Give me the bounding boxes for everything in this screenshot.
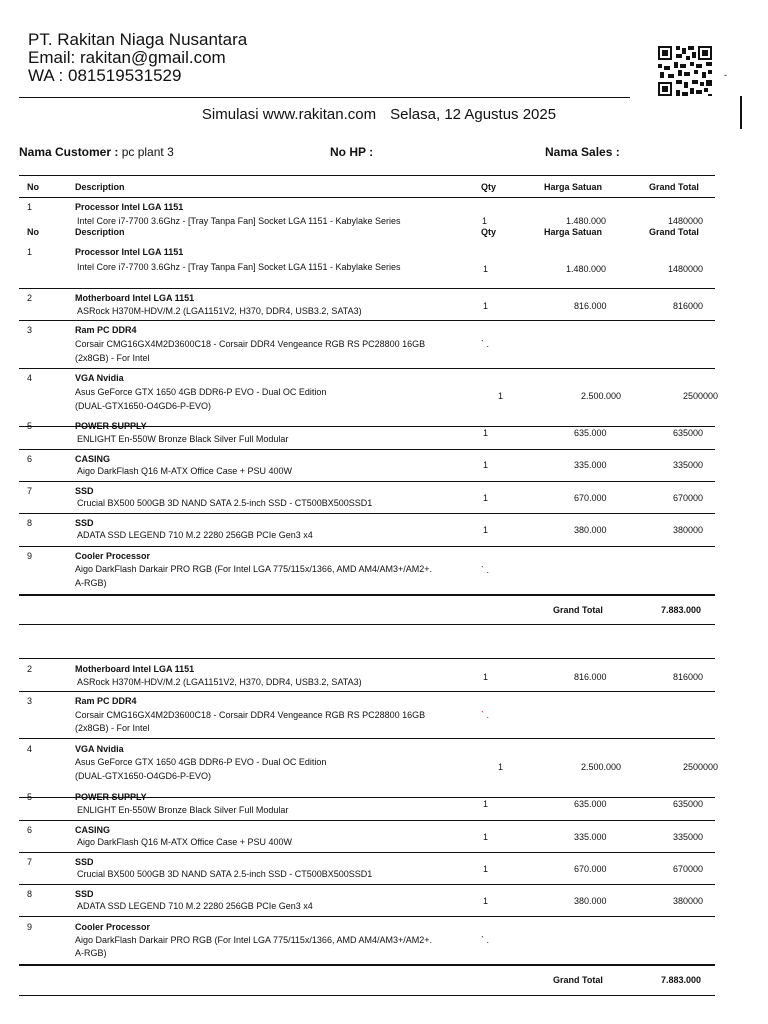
company-wa: WA : 081519531529 (28, 66, 182, 85)
customer-label: Nama Customer : (19, 145, 119, 159)
row-9-sub2: A-RGB) (75, 578, 107, 588)
p2-row-2-no: 2 (27, 664, 33, 674)
p2-row-7-title: SSD (75, 857, 94, 867)
row-2-total: 816000 (673, 301, 704, 311)
p2-row-7-rule (19, 884, 715, 885)
p2-row-3-sub: Corsair CMG16GX4M2D3600C18 - Corsair DDR4 Vengeance RGB RS PC28800 16GB (75, 710, 426, 720)
row-8-rule (19, 546, 715, 547)
row-4-qty: 1 (498, 391, 504, 401)
p2-row-4-title: VGA Nvidia (75, 744, 124, 754)
sales-field (545, 145, 620, 159)
row-1-price: 1.480.000 (566, 264, 607, 274)
row-5-no: 5 (27, 421, 33, 431)
col-description-header: Description (75, 182, 125, 192)
row-8-price: 380.000 (574, 525, 607, 535)
simulation-date: Selasa, 12 Agustus 2025 (390, 106, 557, 123)
p2-row-3-qty: ` . (481, 710, 489, 720)
company-name: PT. Rakitan Niaga Nusantara (28, 30, 248, 49)
p2-row-3-no: 3 (27, 696, 33, 706)
grand-total-label: Grand Total (553, 605, 603, 615)
p2-row-8-no: 8 (27, 889, 33, 899)
simulation-line (0, 106, 768, 123)
row-6-qty: 1 (483, 460, 489, 470)
table-top-rule (19, 175, 715, 176)
customer-field (19, 145, 174, 159)
p2-row-9-no: 9 (27, 922, 33, 932)
grand-total-value: 7.883.000 (661, 605, 702, 615)
row-8-no: 8 (27, 518, 33, 528)
company-email: Email: rakitan@gmail.com (28, 48, 226, 67)
phone-field (330, 145, 373, 159)
p2-grand-total-rule (19, 995, 715, 996)
row-8-qty: 1 (483, 525, 489, 535)
p2-row-5-qty: 1 (483, 799, 489, 809)
row-2-rule (19, 320, 715, 321)
p2-row-5-title: POWER SUPPLY (75, 792, 147, 802)
p2-row-8-total: 380000 (673, 896, 704, 906)
overlap-row-price: 1.480.000 (566, 216, 607, 226)
p2-row-8-title: SSD (75, 889, 94, 899)
row-1-qty: 1 (483, 264, 489, 274)
company-header (28, 31, 247, 85)
p2-row-5-sub: ENLIGHT En-550W Bronze Black Silver Full Modular (77, 805, 289, 815)
p2-row-2-title: Motherboard Intel LGA 1151 (75, 664, 195, 674)
p2-row-4-sub2: (DUAL-GTX1650-O4GD6-P-EVO) (75, 771, 212, 781)
p2-row-6-title: CASING (75, 825, 111, 835)
row-5-sub: ENLIGHT En-550W Bronze Black Silver Full Modular (77, 434, 289, 444)
overlap-row-sub: Intel Core i7-7700 3.6Ghz - [Tray Tanpa Fan] Socket LGA 1151 - Kabylake Series (77, 216, 401, 226)
p2-row-2-total: 816000 (673, 672, 704, 682)
repeat-no-header: No (27, 227, 39, 237)
row-7-qty: 1 (483, 493, 489, 503)
col-price-header: Harga Satuan (544, 182, 603, 192)
col-total-header: Grand Total (649, 182, 699, 192)
row-3-rule (19, 368, 715, 369)
p2-grand-total-label: Grand Total (553, 975, 603, 985)
overlap-row-qty: 1 (482, 216, 488, 226)
row-3-title: Ram PC DDR4 (75, 325, 137, 335)
row-6-rule (19, 481, 715, 482)
p2-row-5-rule (19, 820, 715, 821)
p2-row-6-sub: Aigo DarkFlash Q16 M-ATX Office Case + PSU 400W (77, 837, 292, 847)
p2-row-7-qty: 1 (483, 864, 489, 874)
p2-row-3-sub2: (2x8GB) - For Intel (75, 723, 150, 733)
p2-row-4-no: 4 (27, 744, 33, 754)
row-7-sub: Crucial BX500 500GB 3D NAND SATA 2.5-inch SSD - CT500BX500SSD1 (77, 498, 373, 508)
row-5-title: POWER SUPPLY (75, 421, 147, 431)
row-1-total: 1480000 (668, 264, 704, 274)
qr-code-icon (656, 44, 714, 98)
p2-row-5-no: 5 (27, 792, 33, 802)
repeat-price-header: Harga Satuan (544, 227, 603, 237)
p2-row-7-sub: Crucial BX500 500GB 3D NAND SATA 2.5-inch SSD - CT500BX500SSD1 (77, 869, 373, 879)
p2-grand-total-value: 7.883.000 (661, 975, 702, 985)
row-8-sub: ADATA SSD LEGEND 710 M.2 2280 256GB PCIe Gen3 x4 (77, 530, 313, 540)
header-divider (19, 97, 630, 98)
p2-row-6-total: 335000 (673, 832, 704, 842)
row-4-total: 2500000 (683, 391, 719, 401)
row-7-rule (19, 513, 715, 514)
p2-row-9-qty: ` . (481, 935, 489, 945)
row-3-no: 3 (27, 325, 33, 335)
overlap-row-no: 1 (27, 202, 33, 212)
row-9-no: 9 (27, 551, 33, 561)
row-6-total: 335000 (673, 460, 704, 470)
overlap-row-total: 1480000 (668, 216, 704, 226)
p2-row-7-price: 670.000 (574, 864, 607, 874)
overlap-row-title: Processor Intel LGA 1151 (75, 202, 184, 212)
row-9-qty: ` . (481, 565, 489, 575)
p2-row-2-qty: 1 (483, 672, 489, 682)
row-6-price: 335.000 (574, 460, 607, 470)
row-1-title: Processor Intel LGA 1151 (75, 247, 184, 257)
row-4-sub: Asus GeForce GTX 1650 4GB DDR6-P EVO - Dual OC Edition (75, 387, 327, 397)
p2-row-2-rule (19, 691, 715, 692)
p2-row-8-qty: 1 (483, 896, 489, 906)
p2-row-2-price: 816.000 (574, 672, 607, 682)
p2-row-4-sub: Asus GeForce GTX 1650 4GB DDR6-P EVO - Dual OC Edition (75, 757, 327, 767)
row-2-title: Motherboard Intel LGA 1151 (75, 293, 195, 303)
row-2-qty: 1 (483, 301, 489, 311)
row-5-price: 635.000 (574, 428, 607, 438)
customer-value: pc plant 3 (121, 145, 174, 159)
p2-table-bottom-rule (19, 964, 715, 966)
row-4-title: VGA Nvidia (75, 373, 124, 383)
p2-row-4-qty: 1 (498, 762, 504, 772)
p2-row-3-rule (19, 738, 715, 739)
row-4-no: 4 (27, 373, 33, 383)
row-6-no: 6 (27, 454, 33, 464)
p2-row-6-price: 335.000 (574, 832, 607, 842)
p2-row-5-total: 635000 (673, 799, 704, 809)
row-9-title: Cooler Processor (75, 551, 151, 561)
row-9-sub: Aigo DarkFlash Darkair PRO RGB (For Intel LGA 775/115x/1366, AMD AM4/AM3+/AM2+. (75, 564, 432, 574)
p2-row-8-sub: ADATA SSD LEGEND 710 M.2 2280 256GB PCIe Gen3 x4 (77, 901, 313, 911)
row-7-no: 7 (27, 486, 33, 496)
repeat-description-header: Description (75, 227, 125, 237)
p2-row-7-total: 670000 (673, 864, 704, 874)
page2-top-rule (19, 658, 715, 659)
row-3-qty: ` . (481, 339, 489, 349)
row-7-title: SSD (75, 486, 94, 496)
p2-row-4-total: 2500000 (683, 762, 719, 772)
p2-row-6-qty: 1 (483, 832, 489, 842)
p2-row-6-rule (19, 852, 715, 853)
p2-row-8-price: 380.000 (574, 896, 607, 906)
p2-row-9-title: Cooler Processor (75, 922, 151, 932)
row-5-rule (19, 449, 715, 450)
row-1-sub: Intel Core i7-7700 3.6Ghz - [Tray Tanpa Fan] Socket LGA 1151 - Kabylake Series (77, 262, 401, 272)
row-8-total: 380000 (673, 525, 704, 535)
row-7-total: 670000 (673, 493, 704, 503)
row-3-sub: Corsair CMG16GX4M2D3600C18 - Corsair DDR4 Vengeance RGB RS PC28800 16GB (75, 339, 426, 349)
col-qty-header: Qty (481, 182, 497, 192)
sales-label: Nama Sales : (545, 145, 620, 159)
qr-dash: - (724, 70, 727, 80)
p2-row-5-price: 635.000 (574, 799, 607, 809)
row-4-sub2: (DUAL-GTX1650-O4GD6-P-EVO) (75, 401, 212, 411)
row-1-rule (19, 288, 715, 289)
simulation-site: Simulasi www.rakitan.com (201, 106, 377, 123)
p2-row-7-no: 7 (27, 857, 33, 867)
p2-row-4-price: 2.500.000 (581, 762, 622, 772)
phone-label: No HP : (330, 145, 374, 159)
p2-row-3-title: Ram PC DDR4 (75, 696, 137, 706)
p2-row-9-sub: Aigo DarkFlash Darkair PRO RGB (For Intel LGA 775/115x/1366, AMD AM4/AM3+/AM2+. (75, 935, 432, 945)
row-5-total: 635000 (673, 428, 704, 438)
col-no-header: No (27, 182, 39, 192)
row-2-price: 816.000 (574, 301, 607, 311)
row-1-no: 1 (27, 247, 33, 257)
table-bottom-rule (19, 594, 715, 596)
p2-row-6-no: 6 (27, 825, 33, 835)
header-rule (19, 197, 715, 198)
repeat-qty-header: Qty (481, 227, 497, 237)
p2-row-9-sub2: A-RGB) (75, 948, 107, 958)
row-2-sub: ASRock H370M-HDV/M.2 (LGA1151V2, H370, DDR4, USB3.2, SATA3) (77, 306, 362, 316)
grand-total-rule (19, 624, 715, 625)
row-6-title: CASING (75, 454, 111, 464)
row-6-sub: Aigo DarkFlash Q16 M-ATX Office Case + PSU 400W (77, 466, 292, 476)
row-8-title: SSD (75, 518, 94, 528)
row-3-sub2: (2x8GB) - For Intel (75, 353, 150, 363)
row-4-price: 2.500.000 (581, 391, 622, 401)
row-7-price: 670.000 (574, 493, 607, 503)
repeat-total-header: Grand Total (649, 227, 699, 237)
p2-row-2-sub: ASRock H370M-HDV/M.2 (LGA1151V2, H370, DDR4, USB3.2, SATA3) (77, 677, 362, 687)
row-5-qty: 1 (483, 428, 489, 438)
row-2-no: 2 (27, 293, 33, 303)
p2-row-8-rule (19, 916, 715, 917)
